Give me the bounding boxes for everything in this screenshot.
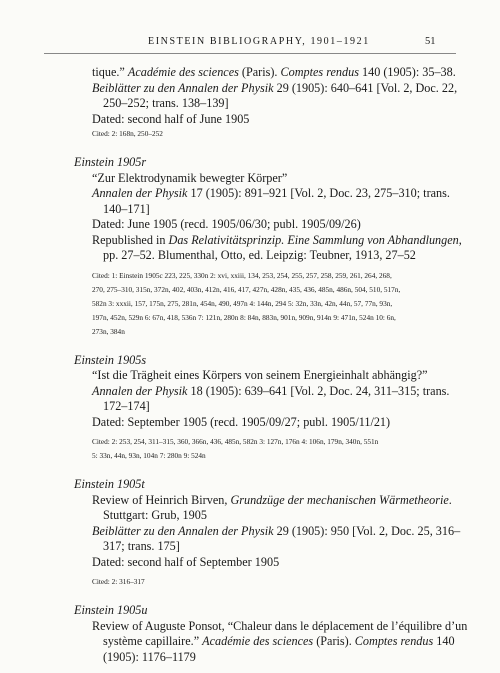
- entry-dated: Dated: September 1905 (recd. 1905/09/27; publ. 1905/11/21): [92, 414, 391, 429]
- entry-line: Review of Auguste Ponsot, “Chaleur dans le déplacement de l’équilibre d’un: [92, 618, 468, 633]
- entry-title: “Zur Elektrodynamik bewegter Körper”: [92, 170, 288, 185]
- entry-line: 317; trans. 175]: [103, 539, 180, 553]
- entry-line: Stuttgart: Grub, 1905: [103, 508, 207, 522]
- entry-line: Annalen der Physik 17 (1905): 891–921 [Vol. 2, Doc. 23, 275–310; trans.: [92, 186, 450, 200]
- entry-line: Annalen der Physik 18 (1905): 639–641 [Vol. 2, Doc. 24, 311–315; trans.: [92, 383, 450, 398]
- cited-line: 5: 33n, 44n, 93n, 104n 7: 280n 9: 524n: [92, 451, 206, 460]
- entry-line: Republished in Das Relativitätsprinzip. Eine Sammlung von Abhandlungen,: [92, 232, 462, 247]
- entry-line: 172–174]: [103, 399, 150, 413]
- cited-line: Cited: 2: 316–317: [92, 577, 145, 586]
- cited-line: 197n, 452n, 529n 6: 67n, 418, 536n 7: 121n, 280n 8: 84n, 883n, 901n, 909n, 914n 9: 471n, 524n 10: 6n,: [92, 312, 396, 322]
- entry-dated: Dated: second half of September 1905: [92, 554, 280, 569]
- entry-line: Review of Heinrich Birven, Grundzüge der mechanischen Wärmetheorie.: [92, 492, 452, 507]
- page-body: [0, 65, 500, 665]
- running-head: EINSTEIN BIBLIOGRAPHY, 1901–1921: [148, 36, 370, 47]
- cited-line: Cited: 2: 168n, 250–252: [92, 129, 163, 138]
- entry-line: système capillaire.” Académie des sciences (Paris). Comptes rendus 140: [103, 634, 455, 648]
- page-header: [0, 36, 500, 52]
- cited-line: 270, 275–310, 315n, 372n, 402, 403n, 412n, 416, 417, 427n, 428n, 435, 436, 485n, 486n, 504, 510, 517n,: [92, 284, 401, 294]
- entry-heading: Einstein 1905t: [74, 477, 145, 491]
- entry-line: Beiblätter zu den Annalen der Physik 29 (1905): 950 [Vol. 2, Doc. 25, 316–: [92, 523, 461, 538]
- entry-title: “Ist die Trägheit eines Körpers von seinem Energieinhalt abhängig?”: [92, 368, 428, 382]
- cited-line: 582n 3: xxxii, 157, 175n, 275, 281n, 454n, 490, 497n 4: 144n, 294 5: 32n, 33n, 42n, 44n, 57, 77n, 93n,: [92, 298, 393, 308]
- entry-heading: Einstein 1905s: [74, 352, 147, 367]
- entry-dated: Dated: June 1905 (recd. 1905/06/30; publ. 1905/09/26): [92, 217, 361, 231]
- entry-line: 140–171]: [103, 201, 150, 216]
- entry-line: tique.” Académie des sciences (Paris). Comptes rendus 140 (1905): 35–38.: [92, 65, 456, 79]
- cited-line: 273n, 384n: [92, 326, 125, 336]
- cited-line: Cited: 1: Einstein 1905c 223, 225, 330n 2: xvi, xxiii, 134, 253, 254, 255, 257, 258, 259, 261, 264, 268,: [92, 270, 392, 280]
- header-rule: [44, 53, 456, 54]
- entry-heading: Einstein 1905u: [74, 603, 148, 617]
- entry-line: (1905): 1176–1179: [103, 649, 196, 664]
- entry-dated: Dated: second half of June 1905: [92, 111, 250, 126]
- page-number: 51: [425, 36, 436, 47]
- cited-line: Cited: 2: 253, 254, 311–315, 360, 366n, 436, 485n, 582n 3: 127n, 176n 4: 106n, 179n, 340n, 551n: [92, 437, 379, 446]
- entry-line: pp. 27–52. Blumenthal, Otto, ed. Leipzig: Teubner, 1913, 27–52: [103, 248, 416, 262]
- entry-line: 250–252; trans. 138–139]: [103, 96, 229, 110]
- entry-heading: Einstein 1905r: [74, 155, 147, 169]
- entry-line: Beiblätter zu den Annalen der Physik 29 (1905): 640–641 [Vol. 2, Doc. 22,: [92, 80, 458, 95]
